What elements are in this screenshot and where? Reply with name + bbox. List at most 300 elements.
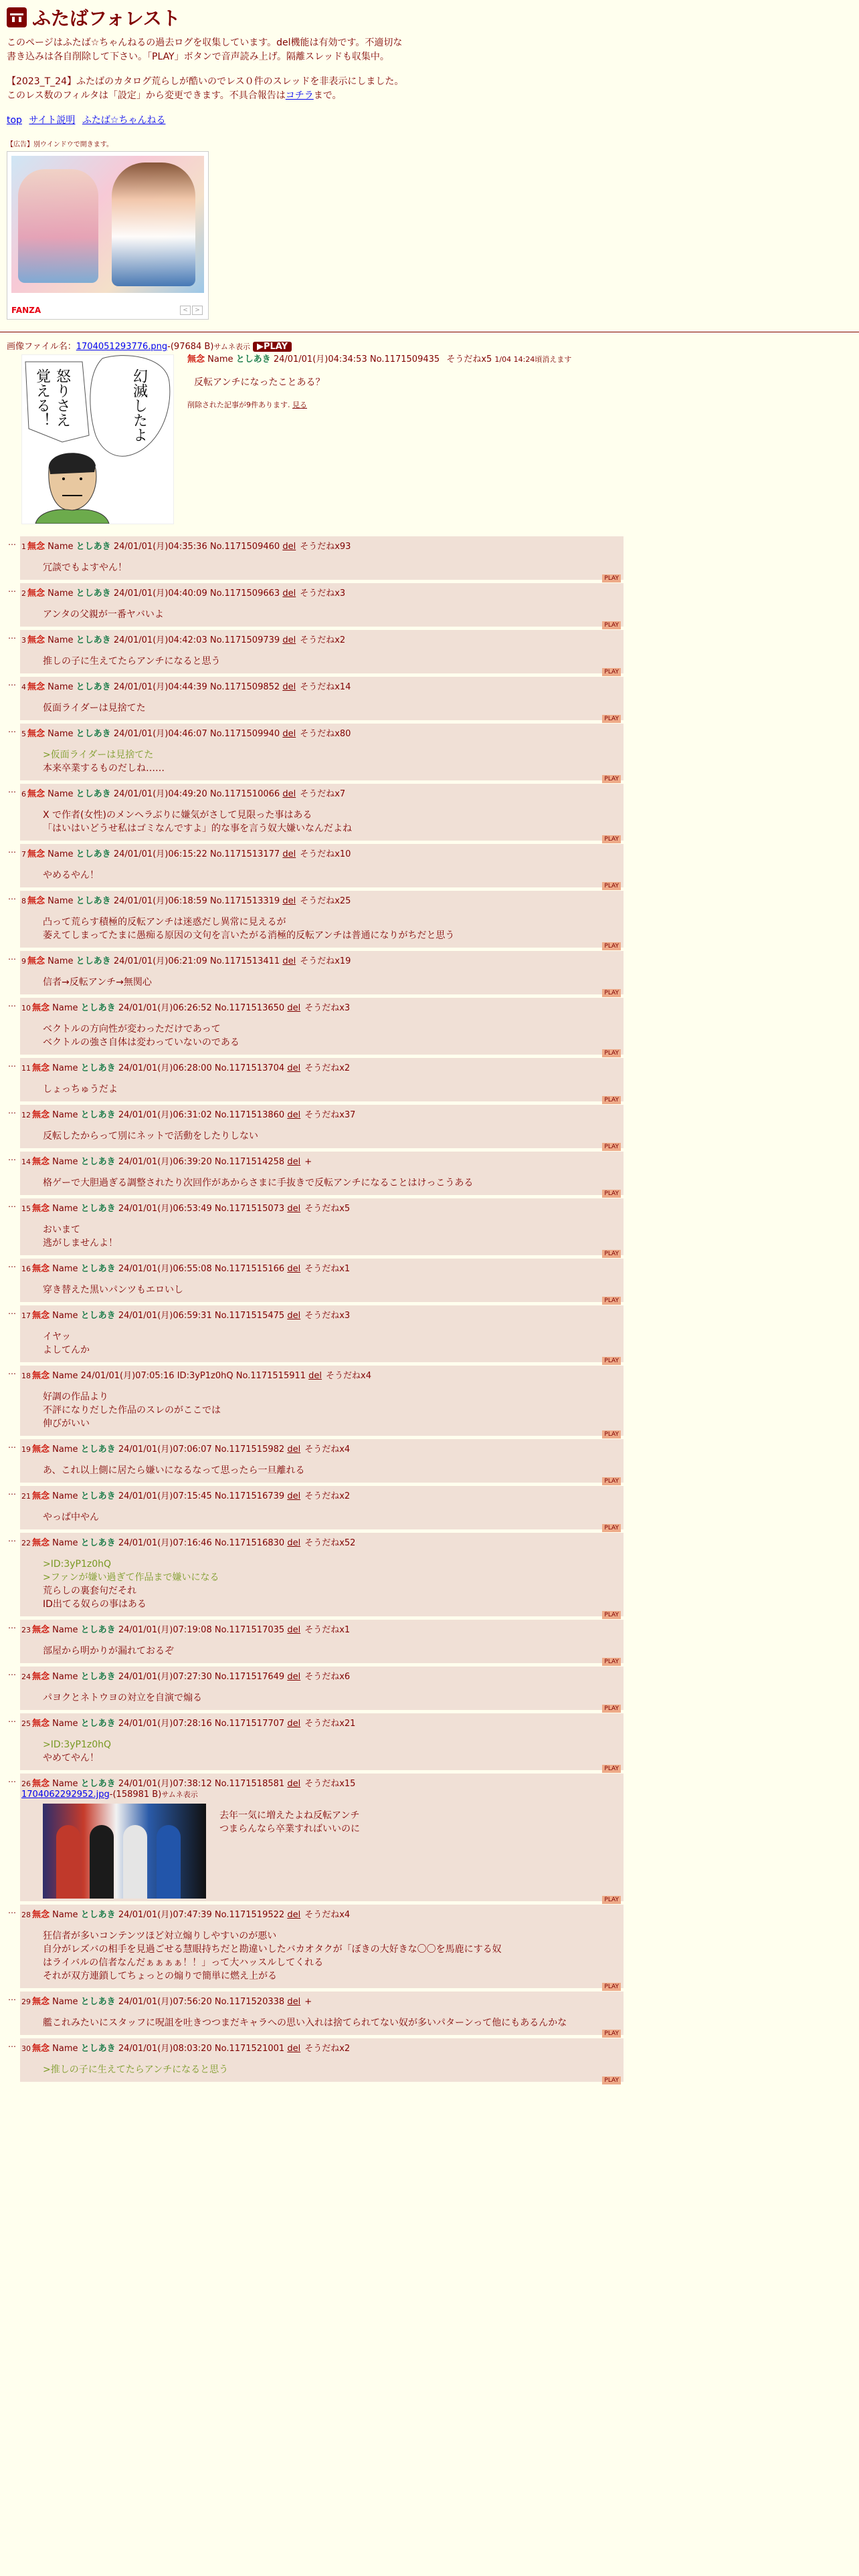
- reply-file-link[interactable]: 1704062292952.jpg: [21, 1790, 110, 1800]
- reply-menu-icon[interactable]: …: [8, 1200, 16, 1209]
- reply-subject: 無念: [32, 1063, 50, 1073]
- op-play-button[interactable]: ▶PLAY: [253, 342, 292, 352]
- bug-report-link[interactable]: コチラ: [285, 90, 314, 101]
- reply-name: としあき: [76, 729, 111, 739]
- reply-name: としあき: [76, 896, 111, 906]
- del-link[interactable]: del: [287, 1625, 301, 1635]
- show-deleted-link[interactable]: 見る: [292, 401, 307, 409]
- reply-list: [7, 536, 852, 2082]
- reply-menu-icon[interactable]: …: [8, 2040, 16, 2049]
- reply-text: [43, 1330, 624, 1357]
- page-header: [0, 0, 859, 320]
- soudane-button[interactable]: そうだねx15: [304, 1779, 356, 1789]
- del-link[interactable]: del: [287, 1672, 301, 1682]
- reply-number[interactable]: No.1171515475: [214, 1311, 285, 1321]
- reply: [8, 2038, 624, 2084]
- reply-header: [20, 1487, 624, 1503]
- reply-menu-icon[interactable]: …: [8, 892, 16, 901]
- reply-number[interactable]: No.1171509852: [209, 682, 280, 692]
- reply-date: 24/01/01(月)06:18:59: [113, 896, 207, 906]
- soudane-button[interactable]: そうだねx4: [326, 1371, 372, 1381]
- reply-menu-icon[interactable]: …: [8, 1621, 16, 1630]
- reply-image-figure: [157, 1825, 181, 1899]
- reply-name: としあき: [80, 1311, 116, 1321]
- reply-name-label: Name: [52, 1371, 78, 1381]
- op-header: [187, 352, 571, 364]
- reply-index: 4: [21, 683, 26, 691]
- reply-name: としあき: [76, 956, 111, 966]
- reply-name-label: Name: [52, 1003, 78, 1013]
- reply-subject: 無念: [27, 588, 45, 599]
- reply-menu-icon[interactable]: …: [8, 785, 16, 794]
- intro: [7, 36, 408, 128]
- reply-number[interactable]: No.1171517649: [214, 1672, 285, 1682]
- reply-line: はライバルの信者なんだぁぁぁぁ！！」って大ハッスルしてくれる: [43, 1957, 324, 1968]
- reply-play-button[interactable]: PLAY: [602, 1190, 621, 1198]
- reply-text: [43, 1176, 624, 1190]
- soudane-button[interactable]: +: [304, 1157, 312, 1167]
- reply-play-button[interactable]: PLAY: [602, 942, 621, 950]
- reply-menu-icon[interactable]: …: [8, 1260, 16, 1269]
- soudane-button[interactable]: そうだねx4: [304, 1910, 351, 1920]
- reply-line: ベクトルの方向性が変わっただけであって: [43, 1024, 221, 1035]
- reply-line: イヤッ: [43, 1331, 71, 1342]
- reply-number[interactable]: No.1171513650: [214, 1003, 285, 1013]
- reply-header: [20, 1200, 624, 1215]
- reply-text: [43, 1738, 624, 1765]
- reply-text: [43, 809, 624, 835]
- reply-line: ID出てる奴らの事はある: [43, 1599, 147, 1610]
- reply-index: 28: [21, 1911, 31, 1919]
- del-link[interactable]: del: [287, 1444, 301, 1455]
- reply-index: 8: [21, 897, 26, 905]
- reply-header: [20, 538, 624, 553]
- ad-figure-left: [18, 169, 98, 283]
- reply-text: [43, 1223, 624, 1250]
- reply-play-button[interactable]: PLAY: [602, 1658, 621, 1666]
- reply-number[interactable]: No.1171517035: [214, 1625, 285, 1635]
- reply-line: 仮面ライダーは見捨てた: [43, 703, 146, 714]
- reply-line: 自分がレズバの相手を見過ごせる慧眼持ちだと勘違いしたバカオタクが「ぼきの大好きな〇〇を馬鹿にする奴: [43, 1944, 502, 1955]
- del-link[interactable]: del: [287, 1311, 301, 1321]
- reply-line: ベクトルの強さ自体は変わっていないのである: [43, 1037, 240, 1048]
- soudane-button[interactable]: そうだねx25: [300, 896, 351, 906]
- reply-number[interactable]: No.1171509940: [209, 729, 280, 739]
- reply-number[interactable]: No.1171518581: [214, 1779, 285, 1789]
- reply: [8, 1198, 624, 1257]
- soudane-button[interactable]: そうだねx14: [300, 682, 351, 692]
- reply-name: としあき: [80, 1264, 116, 1274]
- reply-text: [43, 2063, 624, 2076]
- reply-date: 24/01/01(月)04:44:39: [113, 682, 207, 692]
- del-link[interactable]: del: [287, 1264, 301, 1274]
- reply-image-figure: [123, 1825, 147, 1899]
- reply-date: 24/01/01(月)07:27:30: [118, 1672, 212, 1682]
- reply: [8, 1620, 624, 1665]
- reply-index: 26: [21, 1780, 31, 1788]
- del-link[interactable]: del: [287, 1063, 301, 1073]
- reply: [8, 724, 624, 782]
- reply-name: としあき: [80, 1779, 116, 1789]
- reply-menu-icon[interactable]: …: [8, 1106, 16, 1115]
- reply-line: 推しの子に生えてたらアンチになると思う: [43, 656, 221, 667]
- reply-header: [20, 845, 624, 861]
- reply-subject: 無念: [32, 1910, 50, 1920]
- reply-name: としあき: [80, 1063, 116, 1073]
- soudane-button[interactable]: そうだねx1: [304, 1264, 351, 1274]
- soudane-button[interactable]: そうだねx3: [304, 1003, 351, 1013]
- reply-menu-icon[interactable]: …: [8, 1367, 16, 1376]
- nav-about-link[interactable]: サイト説明: [29, 115, 76, 126]
- soudane-button[interactable]: そうだねx3: [304, 1311, 351, 1321]
- reply-line: アンタの父親が一番ヤバいよ: [43, 609, 164, 620]
- reply-header: [20, 1367, 624, 1382]
- soudane-button[interactable]: そうだねx10: [300, 849, 351, 859]
- reply-menu-icon[interactable]: …: [8, 1487, 16, 1497]
- ad-banner[interactable]: [7, 151, 209, 320]
- reply-number[interactable]: No.1171513860: [214, 1110, 285, 1120]
- reply-play-button[interactable]: PLAY: [602, 1611, 621, 1619]
- soudane-button[interactable]: そうだねx2: [304, 1063, 351, 1073]
- thread: [0, 339, 859, 2082]
- del-link[interactable]: del: [282, 682, 296, 692]
- del-link[interactable]: del: [287, 1003, 301, 1013]
- site-title[interactable]: ふたばフォレスト: [32, 7, 181, 29]
- reply-name: としあき: [80, 1110, 116, 1120]
- reply-play-button[interactable]: PLAY: [602, 1049, 621, 1057]
- reply-line: よしてんか: [43, 1345, 90, 1356]
- soudane-button[interactable]: そうだねx4: [304, 1444, 351, 1455]
- soudane-button[interactable]: そうだねx52: [304, 1538, 356, 1548]
- op-subject: 無念: [187, 354, 205, 364]
- reply-subject: 無念: [32, 1204, 50, 1214]
- reply-number[interactable]: No.1171517707: [214, 1719, 285, 1729]
- reply-menu-icon[interactable]: …: [8, 999, 16, 1008]
- reply-date: 24/01/01(月)07:47:39: [118, 1910, 212, 1920]
- reply-play-button[interactable]: PLAY: [602, 1430, 621, 1438]
- soudane-button[interactable]: そうだねx21: [304, 1719, 356, 1729]
- soudane-button[interactable]: そうだねx2: [304, 2044, 351, 2054]
- reply-menu-icon[interactable]: …: [8, 1993, 16, 2002]
- del-link[interactable]: del: [282, 542, 296, 552]
- reply-play-button[interactable]: PLAY: [602, 1357, 621, 1365]
- reply-line: >ファンが嫌い過ぎて作品まで嫌いになる: [43, 1572, 219, 1583]
- reply-number[interactable]: No.1171509663: [209, 588, 280, 599]
- ad-next-icon[interactable]: >: [192, 306, 203, 315]
- reply-line: やめてやん！: [43, 1753, 99, 1763]
- del-link[interactable]: del: [287, 1110, 301, 1120]
- soudane-button[interactable]: そうだねx6: [304, 1672, 351, 1682]
- op-post: [7, 352, 852, 532]
- op-soudane[interactable]: そうだねx5: [446, 354, 492, 364]
- reply-line: 狂信者が多いコンテンツほど対立煽りしやすいのが悪い: [43, 1931, 277, 1941]
- del-link[interactable]: del: [287, 1779, 301, 1789]
- reply-text: [43, 748, 624, 775]
- reply-number[interactable]: No.1171513319: [209, 896, 280, 906]
- reply-date: 24/01/01(月)04:35:36: [113, 542, 207, 552]
- site-logo-icon[interactable]: [7, 7, 27, 27]
- reply-text: [43, 608, 624, 621]
- ad-note: 【広告】別ウインドウで開きます。: [7, 141, 113, 148]
- soudane-button[interactable]: そうだねx1: [304, 1625, 351, 1635]
- reply-play-button[interactable]: PLAY: [602, 1477, 621, 1485]
- intro-filter-tail: まで。: [313, 90, 342, 101]
- del-link[interactable]: del: [287, 1157, 301, 1167]
- reply-name-label: Name: [47, 588, 74, 599]
- reply-line: 艦これみたいにスタッフに呪詛を吐きつつまだキャラへの思い入れは捨てられてない奴が多いパターンって他にもあるんかな: [43, 2018, 567, 2028]
- reply-date: 24/01/01(月)07:16:46: [118, 1538, 212, 1548]
- reply-index: 9: [21, 957, 26, 966]
- soudane-button[interactable]: そうだねx7: [300, 789, 346, 799]
- reply-name: としあき: [76, 542, 111, 552]
- del-link[interactable]: del: [282, 896, 296, 906]
- reply-menu-icon[interactable]: …: [8, 1153, 16, 1162]
- reply-name-label: Name: [52, 1264, 78, 1274]
- reply-text: [43, 1390, 624, 1430]
- reply-line: X で作者(女性)のメンヘラぶりに嫌気がさして見限った事はある: [43, 810, 312, 821]
- reply-index: 24: [21, 1673, 31, 1681]
- del-link[interactable]: del: [282, 849, 296, 859]
- reply-index: 7: [21, 850, 26, 859]
- reply-play-button[interactable]: PLAY: [602, 775, 621, 783]
- op-image[interactable]: [21, 354, 174, 524]
- reply-play-button[interactable]: PLAY: [602, 1896, 621, 1904]
- reply-line: 信者→反転アンチ→無関心: [43, 977, 152, 988]
- op-body: [187, 352, 571, 410]
- reply-name: としあき: [80, 1910, 116, 1920]
- reply-index: 22: [21, 1539, 31, 1547]
- nav-futaba-link[interactable]: ふたば☆ちゃんねる: [82, 115, 166, 126]
- reply-index: 16: [21, 1265, 31, 1273]
- nav-top-link[interactable]: top: [7, 115, 22, 126]
- reply-number[interactable]: No.1171516739: [214, 1491, 285, 1501]
- reply-play-button[interactable]: PLAY: [602, 715, 621, 723]
- del-link[interactable]: del: [287, 1910, 301, 1920]
- reply-subject: 無念: [27, 635, 45, 645]
- reply: [8, 998, 624, 1057]
- del-link[interactable]: del: [287, 1719, 301, 1729]
- soudane-button[interactable]: そうだねx5: [304, 1204, 351, 1214]
- brand: [7, 4, 852, 31]
- reply-line: 部屋から明かりが漏れておるぞ: [43, 1646, 174, 1656]
- reply-name: としあき: [76, 789, 111, 799]
- op-name: としあき: [235, 354, 271, 364]
- reply-header: [20, 678, 624, 693]
- reply-name-label: Name: [52, 1672, 78, 1682]
- reply-subject: 無念: [32, 1311, 50, 1321]
- reply-number[interactable]: No.1171510066: [209, 789, 280, 799]
- reply-header: [20, 892, 624, 907]
- reply-menu-icon[interactable]: …: [8, 678, 16, 687]
- reply-header: [20, 584, 624, 600]
- soudane-button[interactable]: そうだねx80: [300, 729, 351, 739]
- reply-number[interactable]: No.1171509460: [209, 542, 280, 552]
- reply-number[interactable]: No.1171515073: [214, 1204, 285, 1214]
- reply-number[interactable]: No.1171515982: [214, 1444, 285, 1455]
- reply-index: 6: [21, 790, 26, 798]
- reply-index: 18: [21, 1372, 31, 1380]
- soudane-button[interactable]: +: [304, 1997, 312, 2007]
- reply-header: [20, 999, 624, 1014]
- reply-menu-icon[interactable]: …: [8, 1775, 16, 1784]
- reply-name: としあき: [76, 635, 111, 645]
- reply-play-button[interactable]: PLAY: [602, 1250, 621, 1258]
- del-link[interactable]: del: [287, 1204, 301, 1214]
- reply-number[interactable]: No.1171516830: [214, 1538, 285, 1548]
- reply-play-button[interactable]: PLAY: [602, 1143, 621, 1151]
- reply-menu-icon[interactable]: …: [8, 1534, 16, 1543]
- del-link[interactable]: del: [287, 1491, 301, 1501]
- reply-name-label: Name: [52, 1719, 78, 1729]
- reply-index: 12: [21, 1111, 31, 1119]
- reply-menu-icon[interactable]: …: [8, 845, 16, 855]
- reply-name: としあき: [80, 1003, 116, 1013]
- op-number[interactable]: No.1171509435: [369, 354, 440, 364]
- del-link[interactable]: del: [287, 1997, 301, 2007]
- deleted-note-text: 削除された記事が9件あります.: [187, 401, 290, 409]
- reply-image[interactable]: [43, 1804, 206, 1899]
- reply-play-button[interactable]: PLAY: [602, 1983, 621, 1991]
- reply-play-button[interactable]: PLAY: [602, 835, 621, 843]
- reply-name-label: Name: [52, 1110, 78, 1120]
- reply-text: [43, 1023, 624, 1049]
- reply-subject: 無念: [32, 1779, 50, 1789]
- del-link[interactable]: del: [287, 2044, 301, 2054]
- reply-play-button[interactable]: PLAY: [602, 1524, 621, 1532]
- reply-menu-icon[interactable]: …: [8, 1307, 16, 1316]
- reply-play-button[interactable]: PLAY: [602, 621, 621, 629]
- reply-play-button[interactable]: PLAY: [602, 1765, 621, 1773]
- reply-number[interactable]: No.1171514258: [214, 1157, 285, 1167]
- reply-date: 24/01/01(月)06:53:49: [118, 1204, 212, 1214]
- del-link[interactable]: del: [282, 635, 296, 645]
- soudane-button[interactable]: そうだねx3: [300, 588, 346, 599]
- reply-header: [20, 725, 624, 740]
- ad-prev-icon[interactable]: <: [180, 306, 191, 315]
- reply-subject: 無念: [27, 896, 45, 906]
- reply-menu-icon[interactable]: …: [8, 1906, 16, 1915]
- reply-name: としあき: [80, 1672, 116, 1682]
- reply-name-label: Name: [52, 1063, 78, 1073]
- reply-menu-icon[interactable]: …: [8, 1440, 16, 1450]
- reply-menu-icon[interactable]: …: [8, 1668, 16, 1677]
- reply-name-label: Name: [52, 2044, 78, 2054]
- soudane-button[interactable]: そうだねx2: [304, 1491, 351, 1501]
- reply-line: おいまて: [43, 1224, 80, 1235]
- reply-header: [20, 1307, 624, 1322]
- reply-index: 5: [21, 730, 26, 738]
- soudane-button[interactable]: そうだねx93: [300, 542, 351, 552]
- reply-text: [43, 1083, 624, 1096]
- del-link[interactable]: del: [282, 956, 296, 966]
- reply-line: 反転したからって別にネットで活動をしたりしない: [43, 1131, 258, 1142]
- del-link[interactable]: del: [282, 789, 296, 799]
- reply-number[interactable]: No.1171520338: [214, 1997, 285, 2007]
- reply-subject: 無念: [32, 1538, 50, 1548]
- reply-number[interactable]: No.1171521001: [214, 2044, 285, 2054]
- reply: [8, 1439, 624, 1485]
- reply-name: としあき: [80, 2044, 116, 2054]
- del-link[interactable]: del: [282, 588, 296, 599]
- reply-play-button[interactable]: PLAY: [602, 668, 621, 676]
- soudane-button[interactable]: そうだねx37: [304, 1110, 356, 1120]
- reply-line: 去年一気に増えたよね反転アンチ: [219, 1810, 360, 1821]
- reply-line: やっぱ中やん: [43, 1512, 99, 1523]
- reply-menu-icon[interactable]: …: [8, 538, 16, 547]
- reply: [8, 536, 624, 582]
- reply-number[interactable]: No.1171513411: [209, 956, 280, 966]
- reply-number[interactable]: No.1171515166: [214, 1264, 285, 1274]
- reply-line: しょっちゅうだよ: [43, 1084, 118, 1095]
- reply-play-button[interactable]: PLAY: [602, 882, 621, 890]
- reply: [8, 1713, 624, 1772]
- reply-name-label: Name: [47, 956, 74, 966]
- reply: [8, 1152, 624, 1197]
- reply-number[interactable]: No.1171513177: [209, 849, 280, 859]
- reply-date: 24/01/01(月)06:59:31: [118, 1311, 212, 1321]
- soudane-button[interactable]: そうだねx19: [300, 956, 351, 966]
- del-link[interactable]: del: [308, 1371, 322, 1381]
- op-file-link[interactable]: 1704051293776.png: [76, 342, 168, 352]
- reply-header: [20, 1621, 624, 1636]
- reply-line: やめるやん！: [43, 870, 99, 881]
- reply-text: [43, 2016, 624, 2030]
- reply-line: 冗談でもよすやん！: [43, 562, 127, 573]
- reply-subject: 無念: [32, 1719, 50, 1729]
- reply-line: 荒らしの裏套句だそれ: [43, 1586, 136, 1596]
- reply-number[interactable]: No.1171519522: [214, 1910, 285, 1920]
- reply: [8, 1486, 624, 1531]
- reply-date: 24/01/01(月)06:31:02: [118, 1110, 212, 1120]
- reply: [8, 1058, 624, 1103]
- reply-play-button[interactable]: PLAY: [602, 574, 621, 582]
- reply-menu-icon[interactable]: …: [8, 952, 16, 962]
- reply-header: [20, 1993, 624, 2008]
- reply-image-figure: [56, 1825, 80, 1899]
- reply-line: パヨクとネトウヨの対立を自演で煽る: [43, 1693, 202, 1703]
- del-link[interactable]: del: [282, 729, 296, 739]
- ad-image[interactable]: [11, 156, 204, 293]
- reply-header: [20, 1906, 624, 1921]
- soudane-button[interactable]: そうだねx2: [300, 635, 346, 645]
- reply-menu-icon[interactable]: …: [8, 631, 16, 641]
- reply-menu-icon[interactable]: …: [8, 725, 16, 734]
- reply-play-button[interactable]: PLAY: [602, 2030, 621, 2038]
- reply-number[interactable]: No.1171513704: [214, 1063, 285, 1073]
- reply-subject: 無念: [27, 682, 45, 692]
- reply-header: [20, 785, 624, 800]
- reply: [8, 891, 624, 950]
- reply-play-button[interactable]: PLAY: [602, 2076, 621, 2084]
- reply-menu-icon[interactable]: …: [8, 584, 16, 594]
- reply-name-label: Name: [52, 1538, 78, 1548]
- reply-play-button[interactable]: PLAY: [602, 1297, 621, 1305]
- op-name-label: Name: [207, 354, 233, 364]
- reply-name-label: Name: [52, 1204, 78, 1214]
- reply-menu-icon[interactable]: …: [8, 1059, 16, 1069]
- del-link[interactable]: del: [287, 1538, 301, 1548]
- op-image-text-3: 覚える！: [33, 368, 51, 427]
- reply-play-button[interactable]: PLAY: [602, 989, 621, 997]
- reply-menu-icon[interactable]: …: [8, 1715, 16, 1724]
- reply-play-button[interactable]: PLAY: [602, 1096, 621, 1104]
- reply-subject: 無念: [32, 1371, 50, 1381]
- reply-play-button[interactable]: PLAY: [602, 1705, 621, 1713]
- reply-date: 24/01/01(月)06:15:22: [113, 849, 207, 859]
- reply-subject: 無念: [32, 1672, 50, 1682]
- reply-number[interactable]: No.1171515911: [235, 1371, 306, 1381]
- reply-number[interactable]: No.1171509739: [209, 635, 280, 645]
